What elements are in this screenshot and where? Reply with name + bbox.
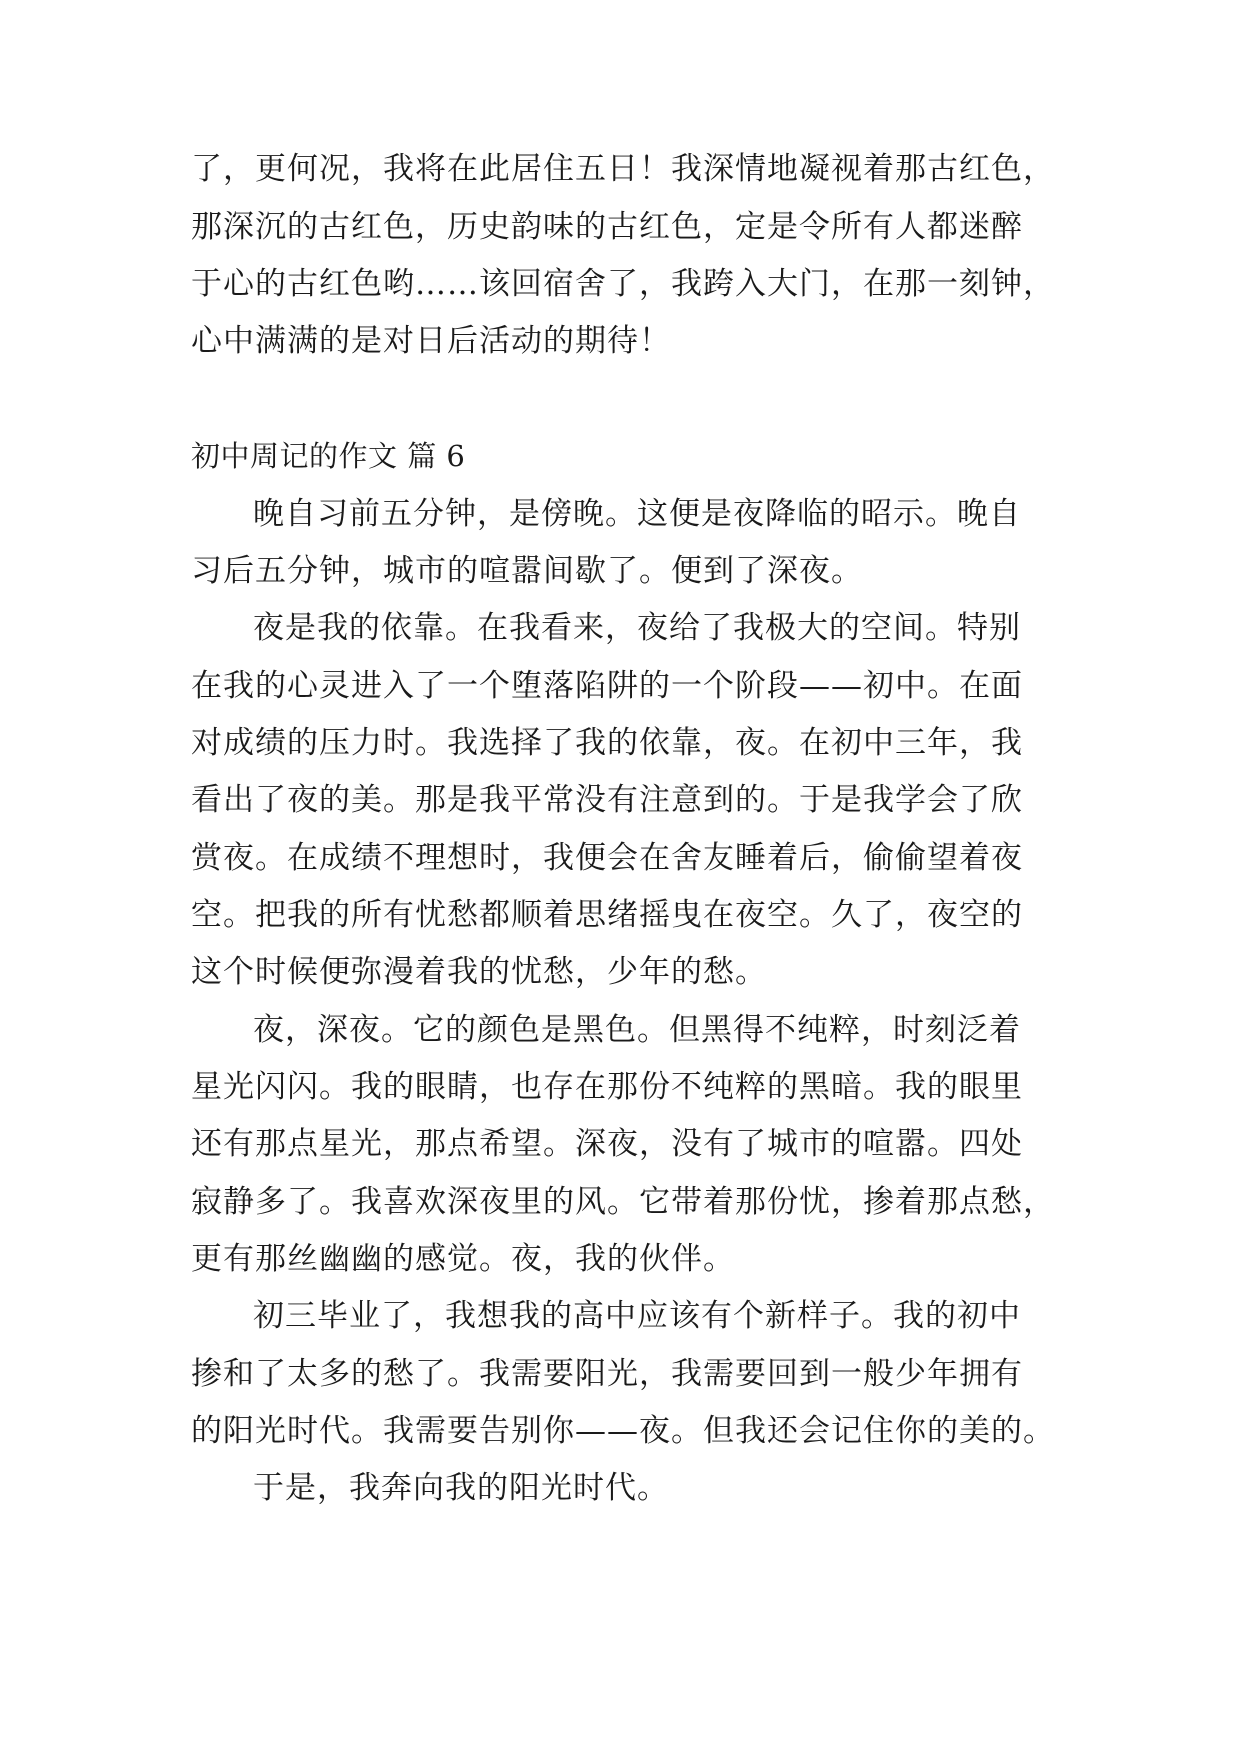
text-line: 在我的心灵进入了一个堕落陷阱的一个阶段——初中。在面 (191, 668, 1023, 704)
text-line: 赏夜。在成绩不理想时，我便会在舍友睡着后，偷偷望着夜 (191, 840, 1023, 876)
text-line: 夜是我的依靠。在我看来，夜给了我极大的空间。特别 (253, 610, 1021, 646)
text-line: 寂静多了。我喜欢深夜里的风。它带着那份忧，掺着那点愁， (191, 1184, 1055, 1220)
section-title: 初中周记的作文 篇 6 (191, 439, 466, 473)
text-line: 习后五分钟，城市的喧嚣间歇了。便到了深夜。 (191, 553, 863, 589)
text-line: 星光闪闪。我的眼睛，也存在那份不纯粹的黑暗。我的眼里 (191, 1069, 1023, 1105)
text-line: 更有那丝幽幽的感觉。夜，我的伙伴。 (191, 1241, 735, 1277)
text-line: 初三毕业了，我想我的高中应该有个新样子。我的初中 (253, 1298, 1021, 1334)
text-line: 掺和了太多的愁了。我需要阳光，我需要回到一般少年拥有 (191, 1356, 1023, 1392)
text-line: 看出了夜的美。那是我平常没有注意到的。于是我学会了欣 (191, 782, 1023, 818)
text-line: 那深沉的古红色，历史韵味的古红色，定是令所有人都迷醉 (191, 209, 1023, 245)
text-line: 心中满满的是对日后活动的期待！ (191, 323, 671, 359)
text-line: 的阳光时代。我需要告别你——夜。但我还会记住你的美的。 (191, 1413, 1055, 1449)
text-line: 于心的古红色哟……该回宿舍了，我跨入大门，在那一刻钟， (191, 266, 1055, 302)
text-line: 还有那点星光，那点希望。深夜，没有了城市的喧嚣。四处 (191, 1126, 1023, 1162)
text-line: 空。把我的所有忧愁都顺着思绪摇曳在夜空。久了，夜空的 (191, 897, 1023, 933)
text-line: 对成绩的压力时。我选择了我的依靠，夜。在初中三年，我 (191, 725, 1023, 761)
text-line: 于是，我奔向我的阳光时代。 (253, 1470, 669, 1506)
text-line: 夜，深夜。它的颜色是黑色。但黑得不纯粹，时刻泛着 (253, 1012, 1021, 1048)
text-line: 这个时候便弥漫着我的忧愁，少年的愁。 (191, 954, 767, 990)
text-line: 晚自习前五分钟，是傍晚。这便是夜降临的昭示。晚自 (253, 496, 1021, 532)
text-line: 了，更何况，我将在此居住五日！我深情地凝视着那古红色， (191, 151, 1055, 187)
